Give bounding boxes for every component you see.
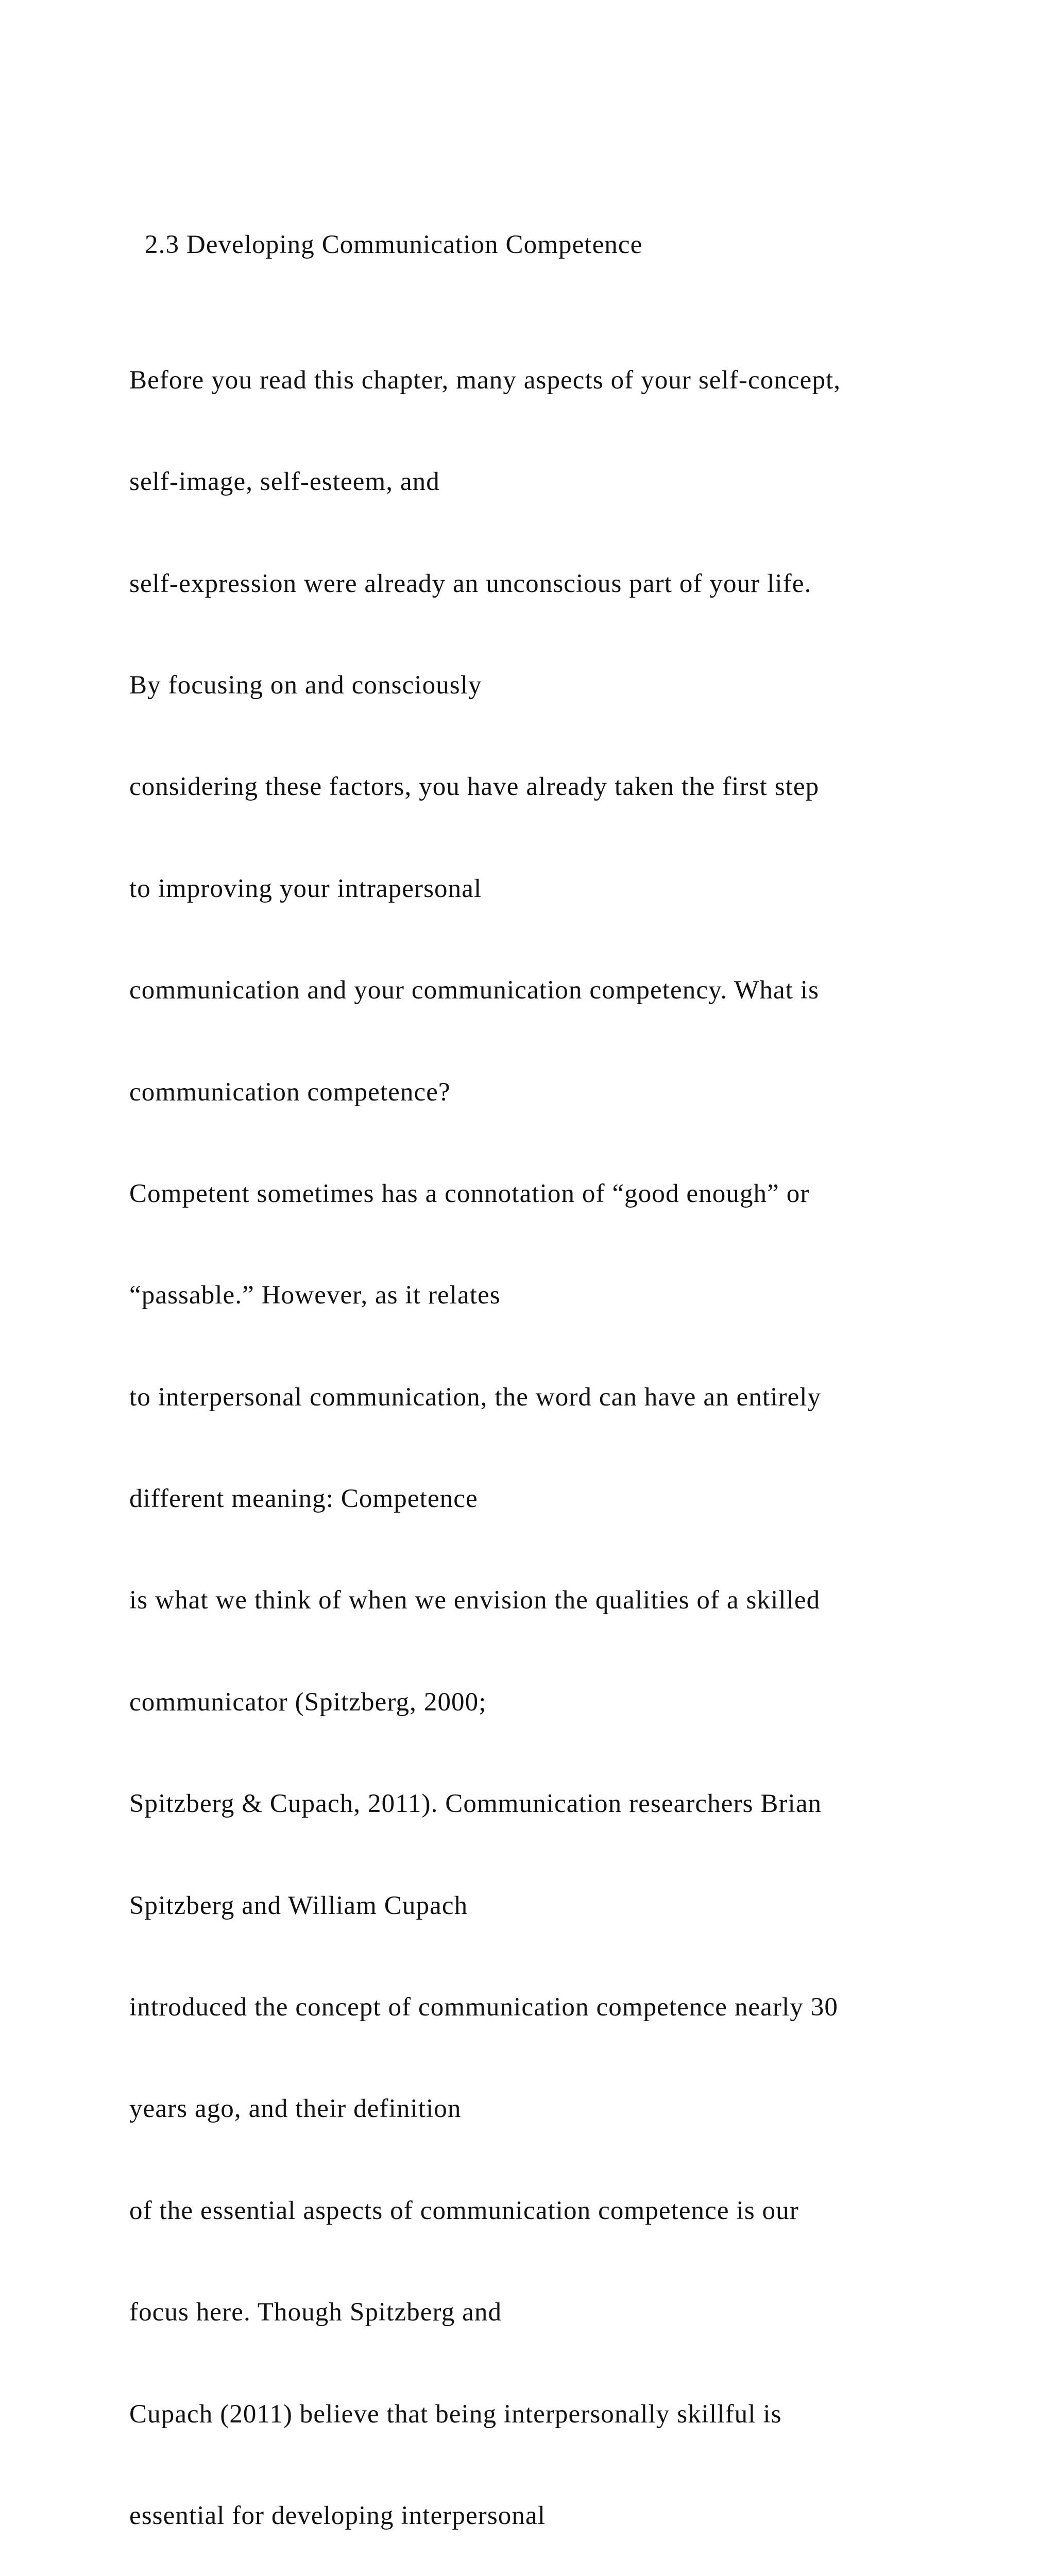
text-line: Cupach (2011) believe that being interpersonally skillful is	[129, 2399, 782, 2429]
text-line: is what we think of when we envision the qualities of a skilled	[129, 1586, 821, 1615]
text-line: Spitzberg and William Cupach	[129, 1891, 468, 1920]
text-line: considering these factors, you have already taken the first step	[129, 772, 820, 802]
document-body	[129, 160, 1026, 2576]
text-line: years ago, and their definition	[129, 2094, 462, 2124]
text-line: Competent sometimes has a connotation of “good enough” or	[129, 1179, 810, 1208]
text-line: essential for developing interpersonal	[129, 2501, 546, 2530]
text-line: Spitzberg & Cupach, 2011). Communication researchers Brian	[129, 1789, 822, 1819]
text-line: different meaning: Competence	[129, 1484, 478, 1514]
text-line: focus here. Though Spitzberg and	[129, 2298, 502, 2327]
text-line: self-expression were already an unconscious part of your life.	[129, 569, 812, 598]
text-line: By focusing on and consciously	[129, 670, 482, 700]
text-line: Before you read this chapter, many aspects of your self-concept,	[129, 365, 841, 395]
text-line: communication competence?	[129, 1077, 451, 1107]
text-line: introduced the concept of communication competence nearly 30	[129, 1993, 838, 2022]
text-line: to interpersonal communication, the word can have an entirely	[129, 1382, 822, 1412]
text-line: communication and your communication competency. What is	[129, 976, 820, 1005]
section-title: 2.3 Developing Communication Competence	[145, 230, 643, 259]
text-line: self-image, self-esteem, and	[129, 467, 440, 497]
text-line: to improving your intrapersonal	[129, 874, 482, 903]
text-line: of the essential aspects of communication competence is our	[129, 2196, 799, 2225]
text-line: communicator (Spitzberg, 2000;	[129, 1687, 487, 1717]
text-line: “passable.” However, as it relates	[129, 1281, 501, 1310]
